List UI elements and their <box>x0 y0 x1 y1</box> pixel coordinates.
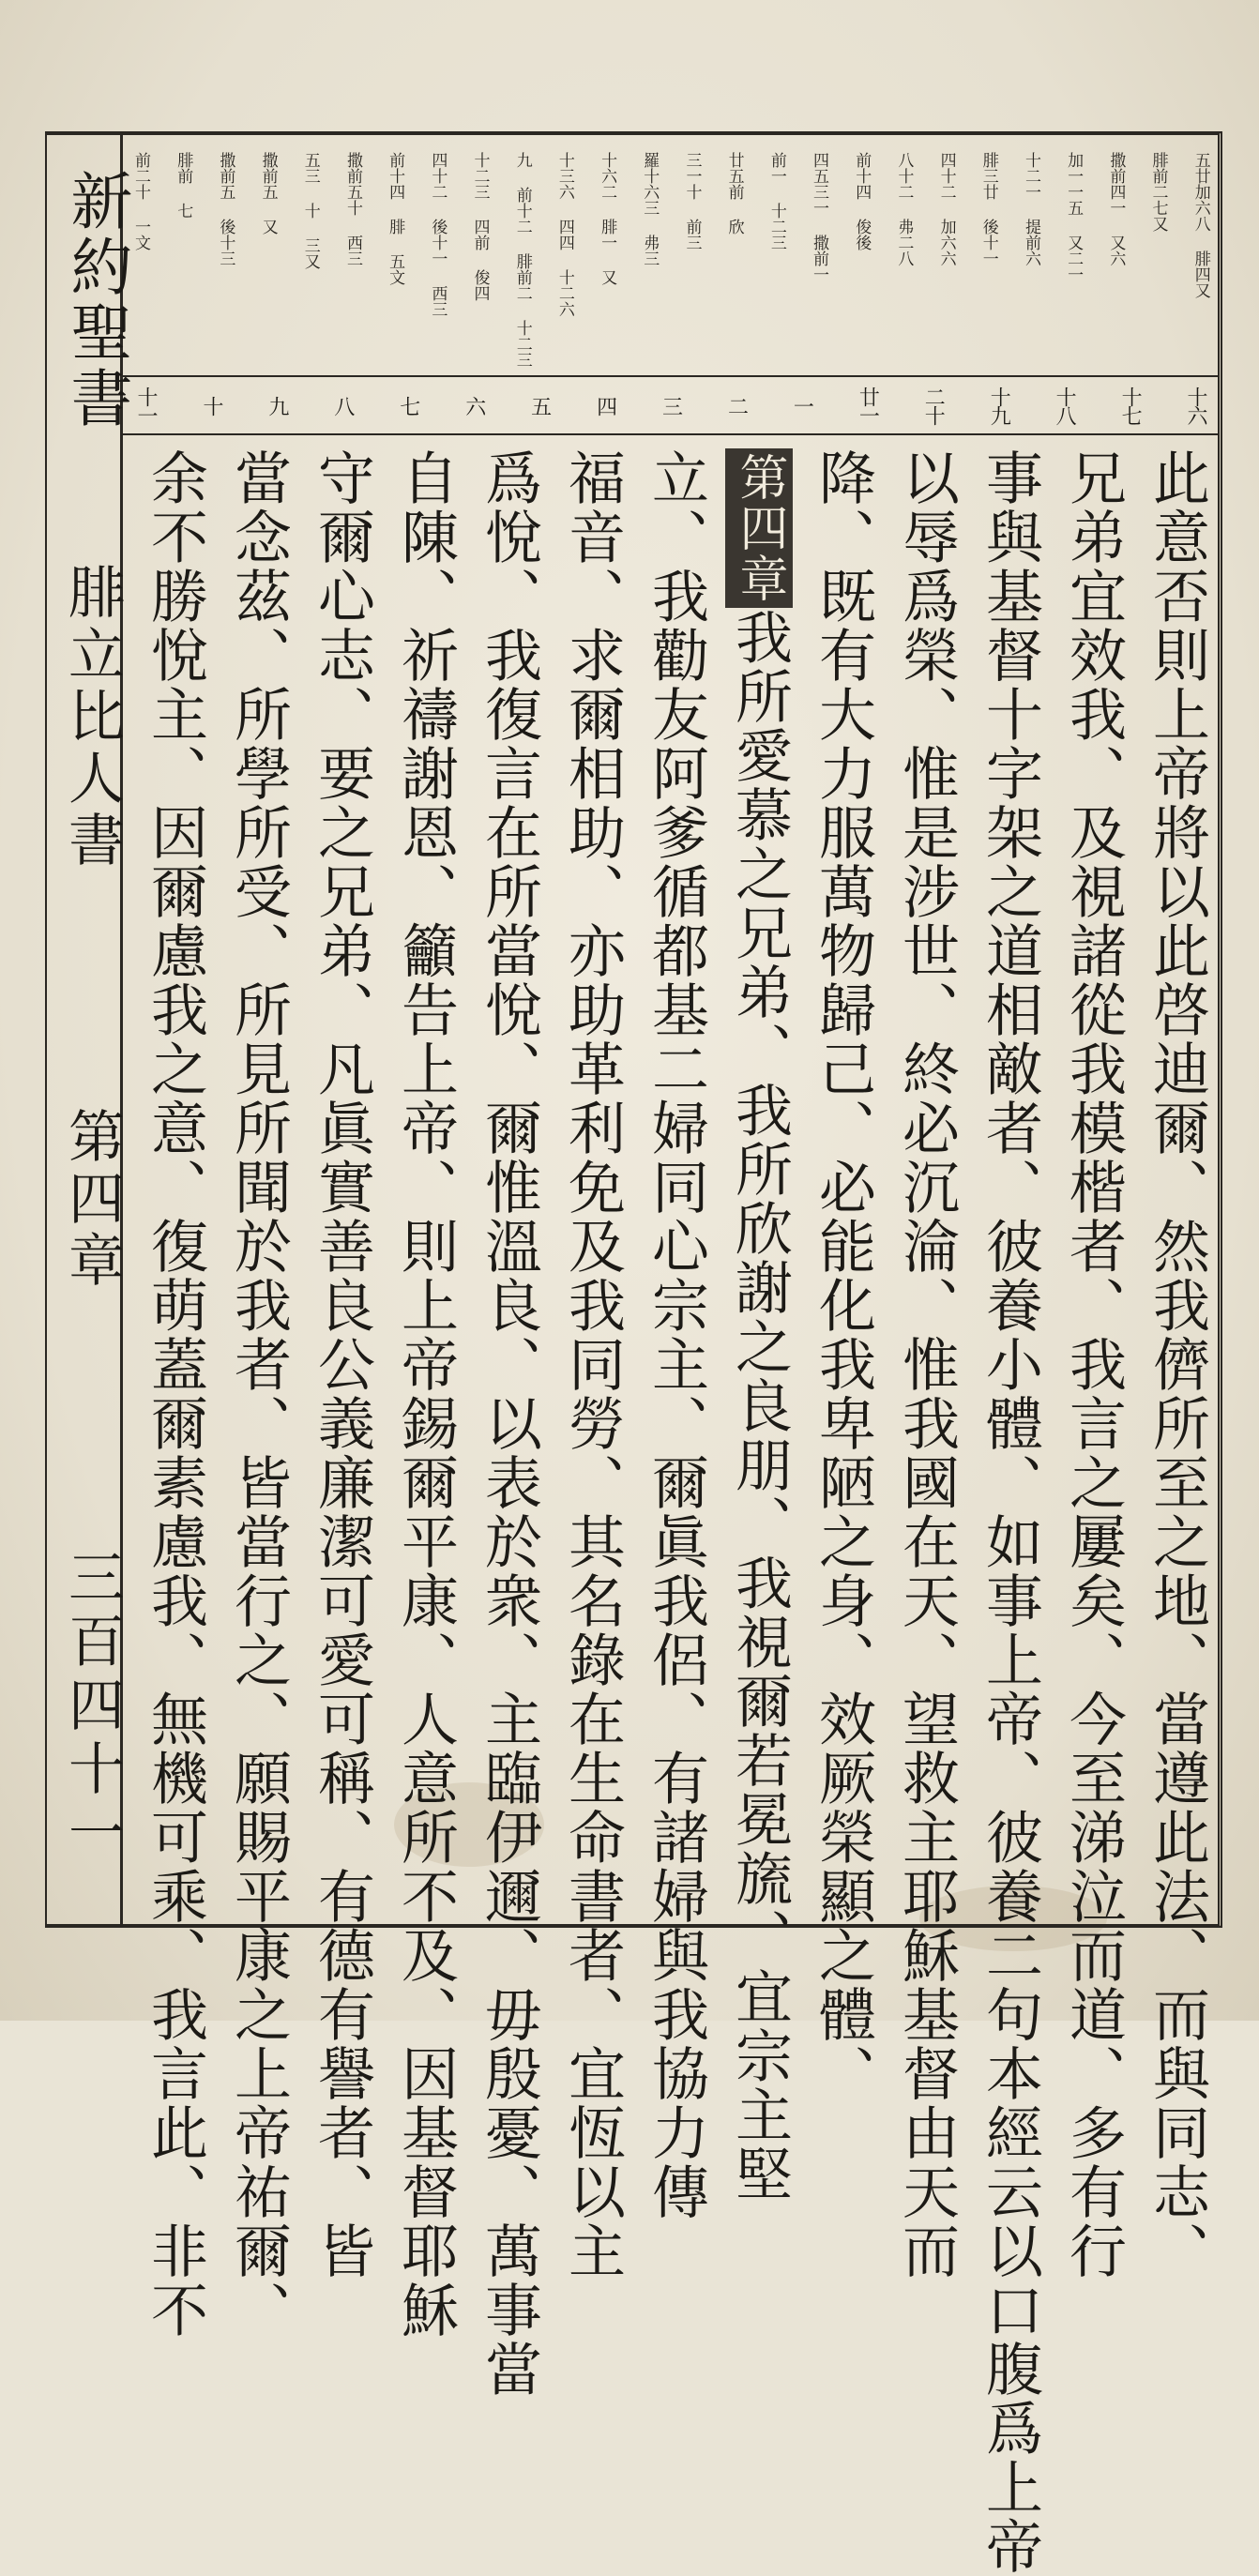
note-number: 四 <box>593 396 617 415</box>
scripture-text <box>141 448 1210 2576</box>
note-number: 十一 <box>134 386 158 424</box>
note-number-row <box>131 379 1210 432</box>
note-number: 二 <box>724 396 749 415</box>
page-number: 三百四十一 <box>59 1548 125 1867</box>
text-column: 自陳、祈禱謝恩、籲告上帝、則上帝錫爾平康、人意所不及、因基督耶穌 <box>392 448 459 2340</box>
note-number: 三 <box>659 396 683 415</box>
note-entry: 羅十六三 弗三 <box>640 152 660 266</box>
note-number: 二十 <box>921 386 946 424</box>
note-entry: 撒前五 又 <box>258 152 278 235</box>
text-column: 降、既有大力服萬物歸己、必能化我卑陋之身、效厥榮顯之體、 <box>810 448 876 2103</box>
note-number: 十 <box>199 396 223 415</box>
note-entry: 八十二 弗二八 <box>894 152 914 266</box>
note-entry: 腓前 七 <box>174 152 193 219</box>
note-entry: 四十二 加六六 <box>936 152 956 266</box>
note-entry: 前一 十二三 <box>766 152 786 250</box>
note-number: 七 <box>396 396 420 415</box>
note-entry: 四十二 後十一 西三 <box>428 152 447 317</box>
note-entry: 前十四 俊後 <box>852 152 872 250</box>
note-number: 十六 <box>1184 386 1207 424</box>
note-entry: 腓三廿 後十一 <box>978 152 998 266</box>
note-entry: 撒前四一 又六 <box>1106 152 1126 266</box>
note-number: 九 <box>265 396 289 415</box>
note-entry: 撒前五 後十三 <box>216 152 235 266</box>
book-name: 腓立比人書 <box>59 563 125 872</box>
text-column: 福音、求爾相助、亦助革利免及我同勞、其名錄在生命書者、宜恆以主 <box>559 448 626 2281</box>
book-title: 新約聖書 <box>60 169 132 432</box>
text-column: 爲悅、我復言在所當悅、爾惟溫良、以表於衆、主臨伊邇、毋殷憂、萬事當 <box>476 448 542 2399</box>
note-entry: 腓前二七又 <box>1148 152 1168 232</box>
text-column: 兄弟宜效我、及視諸從我模楷者、我言之屢矣、今至涕泣而道、多有行 <box>1060 448 1127 2281</box>
note-entry: 廿五前 欣 <box>724 152 744 235</box>
text-column: 立、我勸友阿爹循都基二婦同心宗主、爾眞我侶、有諸婦與我協力傳 <box>643 448 709 2221</box>
note-entry: 撒前五十 西三 <box>342 152 362 266</box>
text-column: 守爾心志、要之兄弟、凡眞實善良公義廉潔可愛可稱、有德有譽者、皆 <box>309 448 375 2281</box>
note-number: 八 <box>330 396 355 415</box>
cross-reference-notes <box>131 152 1210 386</box>
text-column: 以辱爲榮、惟是涉世、終必沉淪、惟我國在天、望救主耶穌基督由天而 <box>893 448 960 2281</box>
text-column <box>725 448 793 2204</box>
note-number: 一 <box>790 396 814 415</box>
text-line: 我所愛慕之兄弟、我所欣謝之良朋、我視爾若冕旒、宜宗主堅 <box>726 608 793 2204</box>
note-entry: 五廿加六八 腓四又 <box>1191 152 1210 298</box>
section-marker: 第四章 <box>725 448 793 608</box>
note-entry: 五三 十 三又 <box>300 152 320 269</box>
note-number: 十八 <box>1053 386 1077 424</box>
note-number: 六 <box>462 396 486 415</box>
note-entry: 十六二 腓一 又 <box>598 152 617 285</box>
note-number: 十九 <box>987 386 1011 424</box>
notes-rule-top <box>122 375 1220 377</box>
note-entry: 十二一 提前六 <box>1021 152 1040 266</box>
running-head <box>52 150 132 1914</box>
chapter-label: 第四章 <box>59 1107 125 1293</box>
text-column: 余不勝悅主、因爾慮我之意、復萌蓋爾素慮我、無機可乘、我言此、非不 <box>142 448 208 2340</box>
note-entry: 九 前十二 腓前二 十二三 <box>512 152 532 368</box>
notes-rule-bottom <box>122 433 1220 435</box>
note-number: 廿一 <box>856 386 880 424</box>
note-number: 十七 <box>1118 386 1143 424</box>
note-entry: 前二十 一文 <box>131 152 150 250</box>
text-column: 事與基督十字架之道相敵者、彼養小體、如事上帝、彼養二句本經云以口腹爲上帝 <box>977 448 1043 2576</box>
text-column: 當念茲、所學所受、所見所聞於我者、皆當行之、願賜平康之上帝祐爾、 <box>225 448 292 2340</box>
note-number: 五 <box>527 396 552 415</box>
text-column: 此意否則上帝將以此啓迪爾、然我儕所至之地、當遵此法、而與同志、 <box>1144 448 1210 2281</box>
note-entry: 十二三 四前 俊四 <box>470 152 490 301</box>
note-entry: 十三六 四四 十二六 <box>554 152 574 317</box>
note-entry: 前十四 腓 五文 <box>386 152 405 285</box>
note-entry: 三一十 前三 <box>682 152 702 250</box>
note-entry: 四五三一 撒前一 <box>810 152 828 282</box>
note-entry: 加一一五 又二一 <box>1064 152 1084 282</box>
